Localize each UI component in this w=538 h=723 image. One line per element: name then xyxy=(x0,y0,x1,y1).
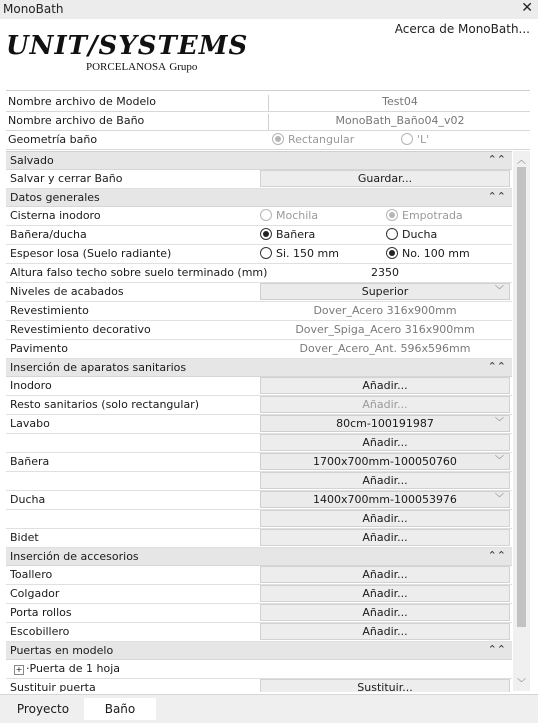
colgador-add-button[interactable]: Añadir... xyxy=(260,585,510,602)
radio-selected-icon xyxy=(386,247,398,259)
toallero-row: Toallero Añadir... xyxy=(6,566,512,585)
revestimiento-decorativo-value: Dover_Spiga_Acero 316x900mm xyxy=(295,323,475,336)
tab-bano[interactable]: Baño xyxy=(84,698,156,720)
collapse-icon[interactable]: ⌃⌃ xyxy=(487,190,506,203)
escobillero-add-button[interactable]: Añadir... xyxy=(260,623,510,640)
file-info-table xyxy=(6,93,530,150)
resto-add-button: Añadir... xyxy=(260,396,510,413)
bidet-row: Bidet Añadir... xyxy=(6,529,512,548)
section-accesorios[interactable]: Inserción de accesorios ⌃⌃ xyxy=(6,548,512,566)
espesor-no-radio[interactable]: No. 100 mm xyxy=(386,247,470,260)
colgador-row: Colgador Añadir... xyxy=(6,585,512,604)
niveles-dropdown[interactable]: Superior ﹀ xyxy=(260,283,510,300)
inodoro-add-button[interactable]: Añadir... xyxy=(260,377,510,394)
radio-empty-icon xyxy=(260,209,272,221)
ducha-dropdown[interactable]: 1400x700mm-100053976 ﹀ xyxy=(260,491,510,508)
tab-proyecto[interactable]: Proyecto xyxy=(16,702,70,716)
ducha-sel-row: Ducha 1400x700mm-100053976 ﹀ xyxy=(6,491,512,510)
bath-file-row xyxy=(6,112,530,131)
title-bar xyxy=(0,0,538,19)
window-title: MonoBath xyxy=(3,2,64,16)
scroll-thumb[interactable] xyxy=(517,167,526,627)
radio-selected-icon xyxy=(386,209,398,221)
banera-add-row xyxy=(6,472,512,491)
cisterna-empotrada-radio: Empotrada xyxy=(386,209,463,222)
toallero-add-button[interactable]: Añadir... xyxy=(260,566,510,583)
banera-ducha-row: Bañera/ducha Bañera Ducha xyxy=(6,226,512,245)
plus-box-icon[interactable]: + xyxy=(15,665,23,674)
logo-porcelanosa: PORCELANOSA xyxy=(86,61,167,73)
ducha-add-button[interactable]: Añadir... xyxy=(260,510,510,527)
ducha-radio[interactable]: Ducha xyxy=(386,228,437,241)
sustituir-puerta-row: Sustituir puerta Sustituir... xyxy=(6,679,512,692)
radio-empty-icon xyxy=(386,228,398,240)
collapse-icon[interactable]: ⌃⌃ xyxy=(487,549,506,562)
espesor-si-radio[interactable]: Si. 150 mm xyxy=(260,247,339,260)
niveles-row: Niveles de acabados Superior ﹀ xyxy=(6,283,512,302)
unitsystems-logo xyxy=(6,32,248,74)
lavabo-add-button[interactable]: Añadir... xyxy=(260,434,510,451)
sustituir-button[interactable]: Sustituir... xyxy=(260,679,510,692)
geometry-l-radio: 'L' xyxy=(401,133,429,146)
bath-file-value: MonoBath_Baño04_v02 xyxy=(268,114,531,130)
model-file-row xyxy=(6,93,530,112)
chevron-down-icon: ﹀ xyxy=(494,494,504,504)
radio-empty-icon xyxy=(260,247,272,259)
revestimiento-row: Revestimiento Dover_Acero 316x900mm xyxy=(6,302,512,321)
porta-rollos-row: Porta rollos Añadir... xyxy=(6,604,512,623)
bath-file-label: Nombre archivo de Baño xyxy=(8,114,145,127)
geometry-rectangular-radio: Rectangular xyxy=(272,133,354,146)
collapse-icon[interactable]: ⌃⌃ xyxy=(487,153,506,166)
lavabo-dropdown[interactable]: 80cm-100191987 ﹀ xyxy=(260,415,510,432)
section-sanitarios[interactable]: Inserción de aparatos sanitarios ⌃⌃ xyxy=(6,359,512,377)
geometry-label: Geometría baño xyxy=(8,133,98,146)
cisterna-row: Cisterna inodoro Mochila Empotrada xyxy=(6,207,512,226)
altura-row: Altura falso techo sobre suelo terminado (mm) 2350 xyxy=(6,264,512,283)
chevron-down-icon: ﹀ xyxy=(494,418,504,428)
section-datos-generales[interactable]: Datos generales ⌃⌃ xyxy=(6,189,512,207)
inodoro-row: Inodoro Añadir... xyxy=(6,377,512,396)
resto-row: Resto sanitarios (solo rectangular) Añadir... xyxy=(6,396,512,415)
radio-empty-icon xyxy=(401,133,413,145)
radio-selected-icon xyxy=(272,133,284,145)
puerta-tree-row xyxy=(6,660,512,679)
pavimento-row: Pavimento Dover_Acero_Ant. 596x596mm xyxy=(6,340,512,359)
logo-main-text: UNIT/SYSTEMS xyxy=(6,31,249,61)
bottom-tab-bar xyxy=(0,694,538,723)
section-puertas[interactable]: Puertas en modelo ⌃⌃ xyxy=(6,642,512,660)
collapse-icon[interactable]: ⌃⌃ xyxy=(487,360,506,373)
logo-grupo: Grupo xyxy=(169,61,198,73)
banera-add-button[interactable]: Añadir... xyxy=(260,472,510,489)
revestimiento-value: Dover_Acero 316x900mm xyxy=(313,304,457,317)
panel-scrollbar[interactable] xyxy=(513,151,530,691)
bidet-add-button[interactable]: Añadir... xyxy=(260,529,510,546)
porta-rollos-add-button[interactable]: Añadir... xyxy=(260,604,510,621)
collapse-icon[interactable]: ⌃⌃ xyxy=(487,643,506,656)
chevron-down-icon: ﹀ xyxy=(494,456,504,466)
geometry-row xyxy=(6,131,530,150)
save-button[interactable]: Guardar... xyxy=(260,170,510,187)
lavabo-row: Lavabo 80cm-100191987 ﹀ xyxy=(6,415,512,434)
scroll-down-icon[interactable]: ﹀ xyxy=(516,679,526,689)
section-salvado[interactable]: Salvado ⌃⌃ xyxy=(6,152,512,170)
properties-panel xyxy=(6,151,512,692)
banera-radio[interactable]: Bañera xyxy=(260,228,315,241)
scroll-up-icon[interactable]: ︿ xyxy=(516,156,526,166)
pavimento-value: Dover_Acero_Ant. 596x596mm xyxy=(299,342,471,355)
banera-sel-row: Bañera 1700x700mm-100050760 ﹀ xyxy=(6,453,512,472)
revestimiento-decorativo-row: Revestimiento decorativo Dover_Spiga_Acero 316x900mm xyxy=(6,321,512,340)
cisterna-mochila-radio: Mochila xyxy=(260,209,318,222)
save-close-row: Salvar y cerrar Baño Guardar... xyxy=(6,170,512,189)
model-file-label: Nombre archivo de Modelo xyxy=(8,95,157,108)
puerta-tree-item[interactable]: + ·Puerta de 1 hoja xyxy=(15,662,120,675)
espesor-row: Espesor losa (Suelo radiante) Si. 150 mm No. 100 mm xyxy=(6,245,512,264)
header-divider xyxy=(6,90,530,91)
about-link[interactable]: Acerca de MonoBath... xyxy=(394,22,530,36)
escobillero-row: Escobillero Añadir... xyxy=(6,623,512,642)
radio-selected-icon xyxy=(260,228,272,240)
chevron-down-icon: ﹀ xyxy=(494,286,504,296)
close-icon[interactable]: ✕ xyxy=(521,0,533,16)
model-file-value: Test04 xyxy=(268,95,531,111)
ducha-add-row xyxy=(6,510,512,529)
lavabo-add-row xyxy=(6,434,512,453)
banera-dropdown[interactable]: 1700x700mm-100050760 ﹀ xyxy=(260,453,510,470)
altura-input[interactable]: 2350 xyxy=(371,266,399,279)
